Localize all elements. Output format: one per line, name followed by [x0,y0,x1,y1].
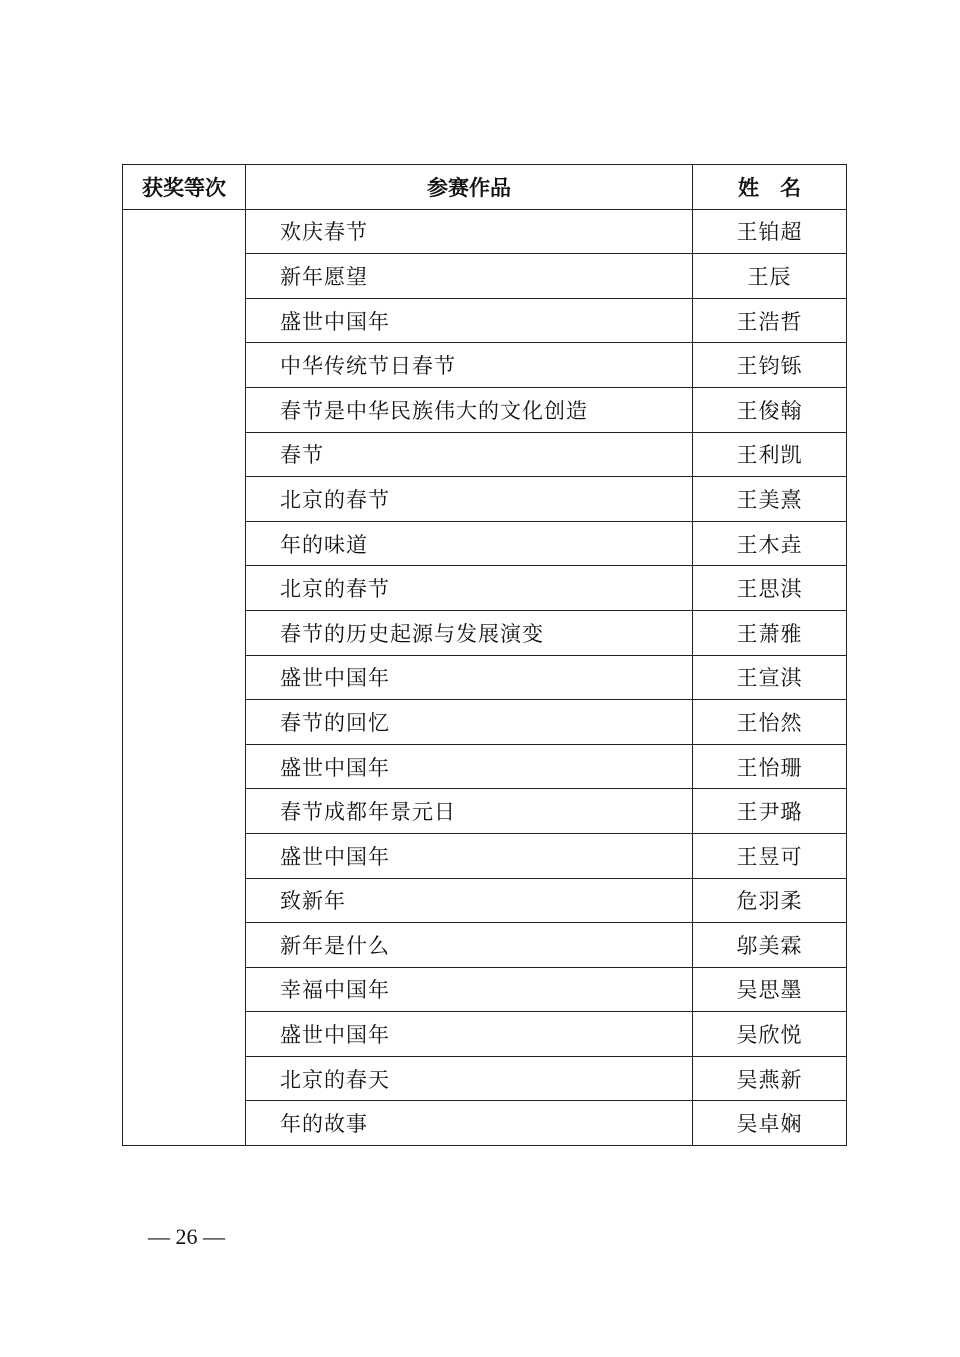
work-cell: 北京的春节 [246,566,693,611]
table-body [123,209,847,1145]
work-cell: 盛世中国年 [246,298,693,343]
award-table [122,164,847,1146]
work-cell: 北京的春天 [246,1056,693,1101]
header-row [123,165,847,210]
name-cell: 王宣淇 [693,655,847,700]
work-cell: 欢庆春节 [246,209,693,254]
table-header [123,165,847,210]
name-cell: 王辰 [693,254,847,299]
name-cell: 王浩哲 [693,298,847,343]
name-cell: 王俊翰 [693,387,847,432]
name-cell: 王尹璐 [693,789,847,834]
name-cell: 王萧雅 [693,610,847,655]
name-cell: 吴欣悦 [693,1012,847,1057]
work-cell: 春节成都年景元日 [246,789,693,834]
work-cell: 年的味道 [246,521,693,566]
work-cell: 春节是中华民族伟大的文化创造 [246,387,693,432]
name-cell: 王钧铄 [693,343,847,388]
header-rank: 获奖等次 [123,165,246,210]
name-cell: 危羽柔 [693,878,847,923]
name-cell: 吴卓娴 [693,1101,847,1146]
name-cell: 王怡珊 [693,744,847,789]
work-cell: 北京的春节 [246,477,693,522]
name-cell: 王利凯 [693,432,847,477]
work-cell: 幸福中国年 [246,967,693,1012]
work-cell: 中华传统节日春节 [246,343,693,388]
work-cell: 致新年 [246,878,693,923]
work-cell: 年的故事 [246,1101,693,1146]
work-cell: 盛世中国年 [246,744,693,789]
work-cell: 春节的回忆 [246,700,693,745]
name-cell: 邬美霖 [693,923,847,968]
work-cell: 盛世中国年 [246,655,693,700]
work-cell: 盛世中国年 [246,1012,693,1057]
name-cell: 王思淇 [693,566,847,611]
name-cell: 王昱可 [693,833,847,878]
work-cell: 春节 [246,432,693,477]
rank-cell [123,209,246,1145]
name-cell: 王铂超 [693,209,847,254]
name-cell: 王木垚 [693,521,847,566]
header-name: 姓 名 [693,165,847,210]
header-work: 参赛作品 [246,165,693,210]
name-cell: 吴燕新 [693,1056,847,1101]
name-cell: 吴思墨 [693,967,847,1012]
work-cell: 春节的历史起源与发展演变 [246,610,693,655]
work-cell: 新年愿望 [246,254,693,299]
work-cell: 盛世中国年 [246,833,693,878]
name-cell: 王怡然 [693,700,847,745]
work-cell: 新年是什么 [246,923,693,968]
page-number: — 26 — [148,1224,225,1249]
name-cell: 王美熹 [693,477,847,522]
table-row [123,209,847,254]
